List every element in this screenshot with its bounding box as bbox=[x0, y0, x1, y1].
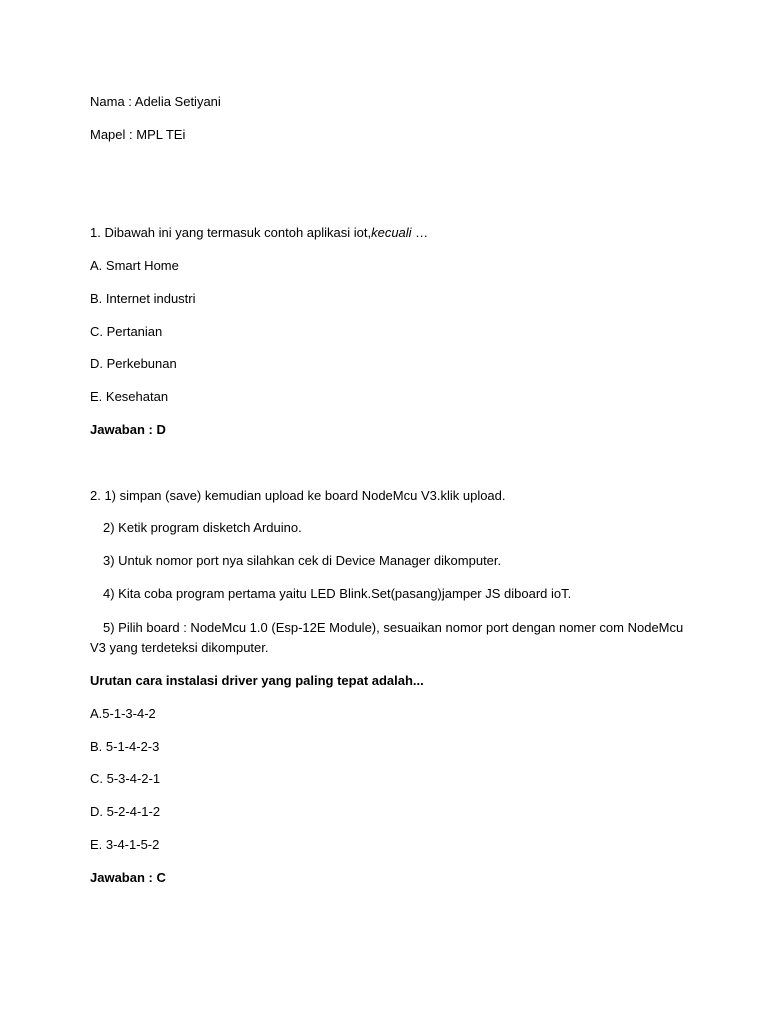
student-name: Nama : Adelia Setiyani bbox=[90, 94, 221, 109]
q2-step-4: 4) Kita coba program pertama yaitu LED Blink.Set(pasang)jamper JS diboard ioT. bbox=[103, 586, 572, 601]
question-2: Urutan cara instalasi driver yang paling tepat adalah... bbox=[90, 673, 424, 688]
q2-option-a: A.5-1-3-4-2 bbox=[90, 706, 156, 721]
q1-option-d: D. Perkebunan bbox=[90, 356, 177, 371]
q2-option-d: D. 5-2-4-1-2 bbox=[90, 804, 161, 819]
question-1-suffix: … bbox=[411, 225, 429, 240]
question-1 bbox=[90, 223, 428, 243]
q1-option-c: C. Pertanian bbox=[90, 324, 163, 339]
q1-option-a: A. Smart Home bbox=[90, 258, 179, 273]
subject-name: Mapel : MPL TEi bbox=[90, 127, 186, 142]
q1-option-e: E. Kesehatan bbox=[90, 389, 169, 404]
q2-step-2: 2) Ketik program disketch Arduino. bbox=[103, 520, 302, 535]
question-1-emphasis: kecuali bbox=[371, 225, 412, 240]
q2-step-5-line-1: 5) Pilih board : NodeMcu 1.0 (Esp-12E Module), sesuaikan nomor port dengan nomer com NodeMcu bbox=[103, 620, 684, 635]
q2-answer: Jawaban : C bbox=[90, 870, 166, 885]
q2-option-b: B. 5-1-4-2-3 bbox=[90, 739, 160, 754]
q2-option-c: C. 5-3-4-2-1 bbox=[90, 771, 161, 786]
q1-option-b: B. Internet industri bbox=[90, 291, 196, 306]
q2-step-5-line-2: V3 yang terdeteksi dikomputer. bbox=[90, 640, 269, 655]
question-1-prefix: 1. Dibawah ini yang termasuk contoh aplikasi iot, bbox=[90, 225, 372, 240]
q2-step-1: 2. 1) simpan (save) kemudian upload ke board NodeMcu V3.klik upload. bbox=[90, 488, 506, 503]
q2-step-3: 3) Untuk nomor port nya silahkan cek di Device Manager dikomputer. bbox=[103, 553, 502, 568]
q1-answer: Jawaban : D bbox=[90, 422, 166, 437]
q2-option-e: E. 3-4-1-5-2 bbox=[90, 837, 160, 852]
